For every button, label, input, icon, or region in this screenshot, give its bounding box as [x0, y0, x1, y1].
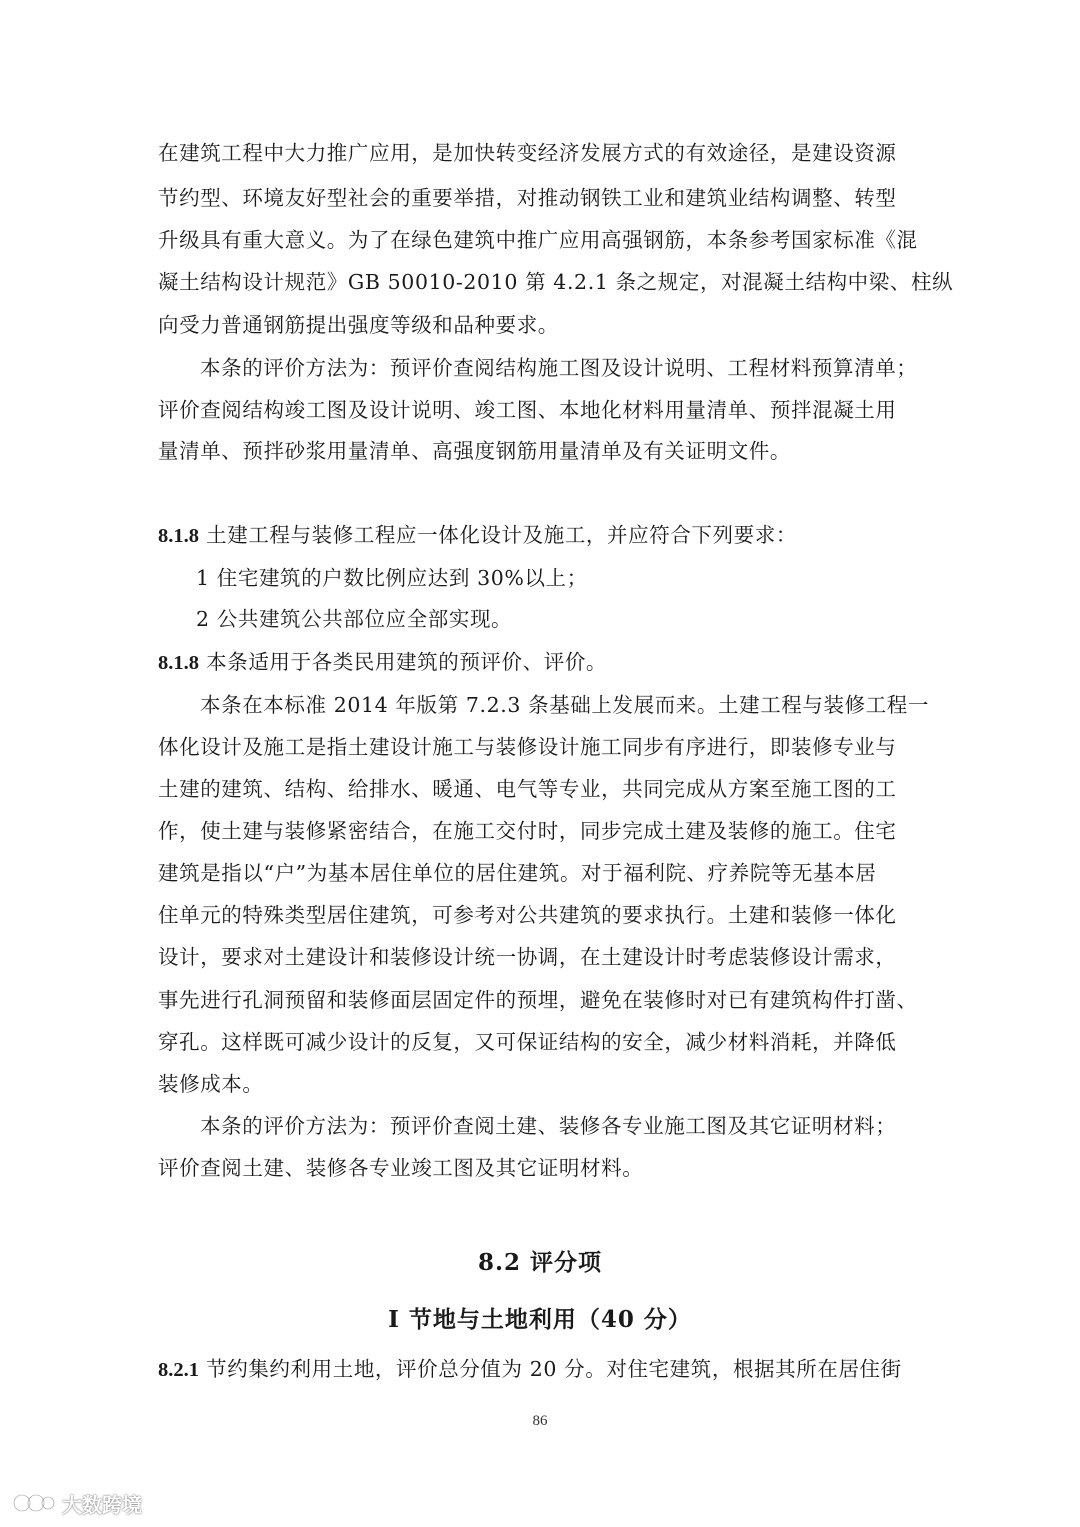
paragraph-line: 事先进行孔洞预留和装修面层固定件的预埋，避免在装修时对已有建筑构件打凿、	[158, 988, 918, 1012]
explanation-818	[158, 647, 928, 678]
paragraph-line: 体化设计及施工是指土建设计施工与装修设计施工同步有序进行，即装修专业与	[158, 735, 897, 759]
paragraph-line: 量清单、预拌砂浆用量清单、高强度钢筋用量清单及有关证明文件。	[158, 439, 791, 463]
paragraph-line: 作，使土建与装修紧密结合，在施工交付时，同步完成土建及装修的施工。住宅	[158, 819, 897, 843]
watermark	[12, 1488, 142, 1518]
paragraph-line: 设计，要求对土建设计和装修设计统一协调，在土建设计时考虑装修设计需求，	[158, 945, 897, 969]
paragraph-line: 向受力普通钢筋提出强度等级和品种要求。	[158, 313, 559, 337]
paragraph-line: 装修成本。	[158, 1072, 264, 1096]
explanation-number: 8.1.8	[158, 652, 199, 674]
watermark-text: 大数跨境	[62, 1492, 142, 1517]
paragraph-line: 本条的评价方法为：预评价查阅结构施工图及设计说明、工程材料预算清单；	[200, 356, 918, 380]
paragraph-line: 土建的建筑、结构、给排水、暖通、电气等专业，共同完成从方案至施工图的工	[158, 777, 897, 801]
section-heading: 8.2 评分项	[477, 1249, 603, 1276]
paragraph-line: 本条的评价方法为：预评价查阅土建、装修各专业施工图及其它证明材料；	[200, 1114, 897, 1138]
clause-number: 8.2.1	[158, 1359, 199, 1381]
paragraph-line: 节约型、环境友好型社会的重要举措，对推动钢铁工业和建筑业结构调整、转型	[158, 186, 897, 210]
watermark-logo-icon	[12, 1490, 56, 1516]
paragraph-line: 评价查阅结构竣工图及设计说明、竣工图、本地化材料用量清单、预拌混凝土用	[158, 398, 897, 422]
paragraph-line: 住单元的特殊类型居住建筑，可参考对公共建筑的要求执行。土建和装修一体化	[158, 903, 897, 927]
paragraph-line: 评价查阅土建、装修各专业竣工图及其它证明材料。	[158, 1156, 644, 1180]
clause-818	[158, 520, 928, 551]
clause-number: 8.1.8	[158, 525, 199, 547]
paragraph-line: 建筑是指以“户”为基本居住单位的居住建筑。对于福利院、疗养院等无基本居	[158, 861, 877, 885]
clause-text: 节约集约利用土地，评价总分值为 20 分。对住宅建筑，根据其所在居住街	[206, 1357, 902, 1381]
paragraph-line: 穿孔。这样既可减少设计的反复，又可保证结构的安全，减少材料消耗，并降低	[158, 1030, 897, 1054]
clause-item: 1 住宅建筑的户数比例应达到 30%以上；	[196, 566, 588, 590]
page-number: 86	[532, 1413, 548, 1429]
clause-item: 2 公共建筑公共部位应全部实现。	[196, 607, 513, 631]
subsection-heading: I 节地与土地利用（40 分）	[388, 1306, 692, 1333]
paragraph-line: 本条在本标准 2014 年版第 7.2.3 条基础上发展而来。土建工程与装修工程一	[200, 693, 929, 717]
paragraph-line: 升级具有重大意义。为了在绿色建筑中推广应用高强钢筋，本条参考国家标准《混	[158, 228, 918, 252]
paragraph-line: 凝土结构设计规范》GB 50010-2010 第 4.2.1 条之规定，对混凝土结构中梁、柱纵	[158, 270, 954, 294]
paragraph-line: 在建筑工程中大力推广应用，是加快转变经济发展方式的有效途径，是建设资源	[158, 141, 897, 165]
clause-821	[158, 1354, 928, 1385]
clause-text: 土建工程与装修工程应一体化设计及施工，并应符合下列要求：	[206, 523, 797, 547]
explanation-text: 本条适用于各类民用建筑的预评价、评价。	[206, 650, 608, 674]
